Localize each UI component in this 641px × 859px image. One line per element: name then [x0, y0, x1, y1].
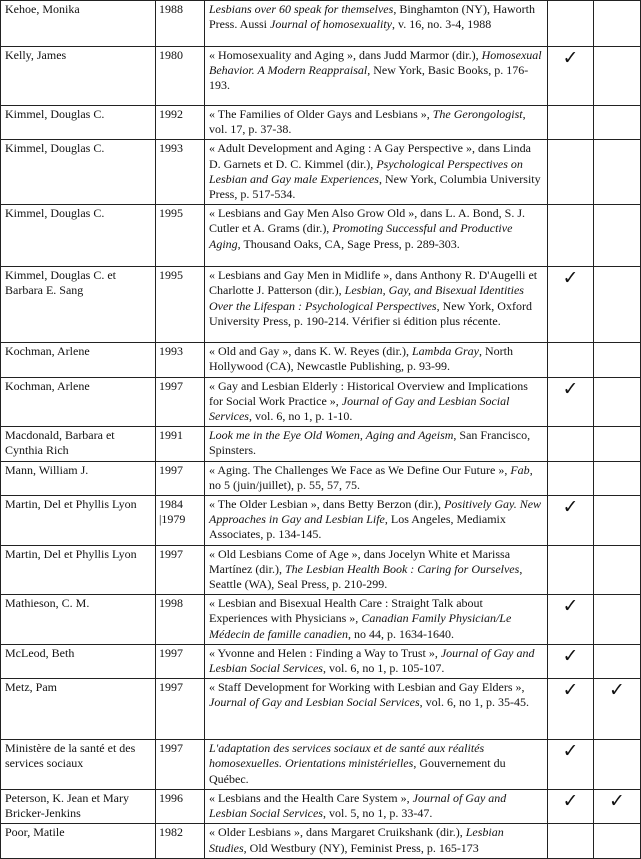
author-cell: Mathieson, C. M. — [1, 595, 156, 645]
reference-text: « Lesbians and Gay Men in Midlife », dans Anthony R. D'Augelli et Charlotte J. Patterson (dir.), — [209, 268, 538, 298]
reference-title: Fab — [510, 462, 530, 477]
check-cell-2 — [594, 461, 641, 495]
check-cell-1 — [548, 267, 594, 343]
check-cell-1 — [548, 205, 594, 267]
check-cell-2 — [594, 595, 641, 645]
year-value: |1979 — [159, 512, 186, 527]
check-cell-1 — [548, 545, 594, 595]
reference-text: , Gouvernement du Québec. — [209, 756, 506, 786]
check-cell-1 — [548, 824, 594, 858]
reference-title: Journal of Gay and Lesbian Social Services — [209, 695, 420, 710]
table-row — [1, 545, 641, 595]
reference-text: « Lesbians and the Health Care System », — [209, 790, 413, 805]
reference-cell — [205, 496, 548, 546]
checkmark-icon: ✓ — [609, 679, 625, 702]
year-value: 1988 — [159, 2, 183, 16]
checkmark-icon: ✓ — [609, 789, 625, 812]
reference-cell — [205, 267, 548, 343]
table-row — [1, 595, 641, 645]
year-cell — [156, 140, 205, 205]
reference-text: « Homosexuality and Aging », dans Judd Marmor (dir.), — [209, 48, 482, 62]
check-cell-1 — [548, 1, 594, 47]
year-value: 1993 — [159, 344, 183, 359]
author-cell: Martin, Del et Phyllis Lyon — [1, 496, 156, 546]
check-cell-2 — [594, 740, 641, 790]
year-value: 1997 — [159, 741, 183, 756]
year-cell — [156, 496, 205, 546]
reference-cell — [205, 47, 548, 106]
year-value: 1997 — [159, 546, 183, 561]
check-cell-2 — [594, 377, 641, 427]
table-row — [1, 106, 641, 140]
reference-cell — [205, 545, 548, 595]
reference-title: Journal of Gay and Lesbian Social Services — [209, 790, 507, 821]
author-cell: Kochman, Arlene — [1, 343, 156, 377]
check-cell-1 — [548, 789, 594, 823]
reference-text: « Lesbian and Bisexual Health Care : Straight Talk about Experiences with Physicians », — [209, 596, 483, 626]
reference-text: , vol. 5, no 1, p. 33-47. — [322, 806, 433, 821]
year-value: 1995 — [159, 268, 183, 283]
year-cell — [156, 205, 205, 267]
reference-title: Look me in the Eye Old Women, Aging and Ageism — [209, 428, 454, 443]
reference-text: « Yvonne and Helen : Finding a Way to Trust », — [209, 645, 441, 660]
table-row — [1, 789, 641, 823]
reference-text: , Seattle (WA), Seal Press, p. 210-299. — [209, 561, 523, 592]
author-cell: McLeod, Beth — [1, 644, 156, 678]
check-cell-1 — [548, 140, 594, 205]
reference-cell — [205, 106, 548, 140]
reference-text: « The Families of Older Gays and Lesbians », — [209, 107, 433, 121]
author-cell: Mann, William J. — [1, 461, 156, 495]
reference-text: « Older Lesbians », dans Margaret Cruikshank (dir.), — [209, 825, 466, 840]
reference-title: L'adaptation des services sociaux et de santé aux réalités homosexuelles. Orientations ministérielles — [209, 741, 485, 771]
table-row — [1, 1, 641, 47]
check-cell-1 — [548, 496, 594, 546]
year-cell — [156, 789, 205, 823]
checkmark-icon: ✓ — [562, 644, 579, 667]
author-cell: Kochman, Arlene — [1, 377, 156, 427]
check-cell-2 — [594, 343, 641, 377]
year-cell — [156, 461, 205, 495]
reference-title: Promoting Successful and Productive Aging — [209, 221, 513, 251]
table-row — [1, 205, 641, 267]
reference-title: Lesbian Studies — [209, 825, 504, 855]
year-value: 1997 — [159, 462, 183, 477]
author-cell: Kehoe, Monika — [1, 1, 156, 47]
bibliography-body — [1, 1, 641, 859]
table-row — [1, 644, 641, 678]
check-cell-1 — [548, 106, 594, 140]
check-cell-1 — [548, 644, 594, 678]
check-cell-2 — [594, 1, 641, 47]
reference-text: « Adult Development and Aging : A Gay Perspective », dans Linda D. Garnets et D. C. Kimmel (dir.), — [209, 141, 531, 171]
reference-text: , New York, Oxford University Press, p. 190-214. Vérifier si édition plus récente. — [209, 298, 532, 328]
check-cell-2 — [594, 106, 641, 140]
reference-text: , vol. 6, no 1, p. 105-107. — [322, 661, 445, 676]
check-cell-2 — [594, 140, 641, 205]
author-cell: Kimmel, Douglas C. — [1, 140, 156, 205]
year-cell — [156, 267, 205, 343]
reference-text: , vol. 6, no 1, p. 1-10. — [248, 409, 353, 424]
year-cell — [156, 1, 205, 47]
reference-cell — [205, 679, 548, 740]
reference-title: Homosexual Behavior. A Modern Reappraisal — [209, 48, 542, 78]
reference-title: Lesbians over 60 speak for themselves — [209, 2, 394, 16]
author-cell: Peterson, K. Jean et Mary Bricker-Jenkins — [1, 789, 156, 823]
reference-cell — [205, 740, 548, 790]
check-cell-2 — [594, 789, 641, 823]
year-cell — [156, 679, 205, 740]
reference-text: , New York, Basic Books, p. 176-193. — [209, 63, 529, 93]
reference-text: , vol. 17, p. 37-38. — [209, 107, 526, 137]
reference-title: Journal of Gay and Lesbian Social Services — [209, 393, 510, 424]
check-cell-2 — [594, 496, 641, 546]
checkmark-icon: ✓ — [562, 789, 579, 812]
year-value: 1982 — [159, 825, 183, 840]
check-cell-2 — [594, 267, 641, 343]
year-value: 1993 — [159, 141, 183, 156]
reference-cell — [205, 377, 548, 427]
reference-cell — [205, 343, 548, 377]
year-cell — [156, 545, 205, 595]
reference-text: « The Older Lesbian », dans Betty Berzon (dir.), — [209, 497, 445, 512]
table-row — [1, 47, 641, 106]
checkmark-icon: ✓ — [562, 377, 579, 400]
table-row — [1, 824, 641, 858]
reference-title: Journal of homosexuality — [270, 17, 392, 32]
reference-text: « Old and Gay », dans K. W. Reyes (dir.), — [209, 344, 412, 359]
reference-cell — [205, 140, 548, 205]
reference-title: Journal of Gay and Lesbian Social Services — [209, 645, 535, 676]
reference-title: Positively Gay. New Approaches in Gay and Lesbian Life — [209, 497, 542, 527]
reference-cell — [205, 824, 548, 858]
year-value: 1995 — [159, 206, 183, 221]
year-value: 1997 — [159, 680, 183, 695]
year-value: 1997 — [159, 378, 183, 393]
check-cell-2 — [594, 427, 641, 461]
author-cell: Kimmel, Douglas C. — [1, 106, 156, 140]
check-cell-1 — [548, 679, 594, 740]
reference-cell — [205, 427, 548, 461]
reference-text: « Old Lesbians Come of Age », dans Jocelyn White et Marissa Martínez (dir.), — [209, 546, 511, 576]
year-value: 1980 — [159, 48, 183, 62]
check-cell-2 — [594, 824, 641, 858]
check-cell-2 — [594, 47, 641, 106]
reference-cell — [205, 644, 548, 678]
checkmark-icon: ✓ — [562, 496, 579, 519]
check-cell-2 — [594, 679, 641, 740]
reference-title: The Lesbian Health Book : Caring for Ourselves — [284, 561, 520, 576]
check-cell-1 — [548, 427, 594, 461]
year-value: 1996 — [159, 790, 183, 805]
year-cell — [156, 595, 205, 645]
author-cell: Kimmel, Douglas C. — [1, 205, 156, 267]
table-row — [1, 377, 641, 427]
reference-text: , vol. 6, no 1, p. 35-45. — [419, 695, 529, 710]
author-cell: Kimmel, Douglas C. et Barbara E. Sang — [1, 267, 156, 343]
check-cell-1 — [548, 740, 594, 790]
reference-text: , no 5 (juin/juillet), p. 55, 57, 75. — [209, 462, 533, 492]
author-cell: Poor, Matile — [1, 824, 156, 858]
reference-text: , Binghamton (NY), Haworth Press. Aussi — [209, 2, 535, 32]
year-cell — [156, 106, 205, 140]
year-value: 1984 — [159, 497, 183, 512]
author-cell: Martin, Del et Phyllis Lyon — [1, 545, 156, 595]
reference-text: , Los Angeles, Mediamix Associates, p. 134-145. — [209, 512, 506, 542]
reference-cell — [205, 205, 548, 267]
reference-cell — [205, 789, 548, 823]
reference-title: Psychological Perspectives on Lesbian and Gay male Experiences — [209, 156, 523, 186]
year-value: 1997 — [159, 645, 183, 660]
reference-title: Lesbian, Gay, and Bisexual Identities Over the Lifespan : Psychological Perspectives — [209, 283, 524, 313]
table-row — [1, 496, 641, 546]
checkmark-icon: ✓ — [562, 679, 579, 702]
year-value: 1998 — [159, 596, 183, 611]
check-cell-1 — [548, 47, 594, 106]
table-row — [1, 343, 641, 377]
year-cell — [156, 47, 205, 106]
check-cell-1 — [548, 343, 594, 377]
reference-cell — [205, 461, 548, 495]
check-cell-2 — [594, 545, 641, 595]
reference-text: , San Francisco, Spinsters. — [209, 428, 531, 458]
reference-text: , Old Westbury (NY), Feminist Press, p. 165-173 — [243, 840, 479, 855]
author-cell: Metz, Pam — [1, 679, 156, 740]
reference-cell — [205, 595, 548, 645]
table-row — [1, 427, 641, 461]
author-cell: Ministère de la santé et des services sociaux — [1, 740, 156, 790]
table-row — [1, 140, 641, 205]
checkmark-icon: ✓ — [562, 267, 579, 290]
reference-text: , North Hollywood (CA), Newcastle Publishing, p. 93-99. — [209, 344, 513, 374]
checkmark-icon: ✓ — [562, 740, 579, 763]
reference-cell — [205, 1, 548, 47]
check-cell-2 — [594, 644, 641, 678]
year-cell — [156, 427, 205, 461]
check-cell-1 — [548, 461, 594, 495]
author-cell: Kelly, James — [1, 47, 156, 106]
year-cell — [156, 740, 205, 790]
year-value: 1991 — [159, 428, 183, 443]
table-row — [1, 679, 641, 740]
year-cell — [156, 377, 205, 427]
reference-text: « Staff Development for Working with Lesbian and Gay Elders », — [209, 680, 525, 695]
reference-text: , New York, Columbia University Press, p. 517-534. — [209, 171, 541, 202]
table-row — [1, 267, 641, 343]
author-cell: Macdonald, Barbara et Cynthia Rich — [1, 427, 156, 461]
year-cell — [156, 644, 205, 678]
reference-text: « Aging. The Challenges We Face as We Define Our Future », — [209, 462, 511, 477]
reference-title: The Gerongologist — [432, 107, 523, 121]
year-cell — [156, 343, 205, 377]
reference-text: , no 44, p. 1634-1640. — [347, 626, 454, 641]
reference-title: Lambda Gray — [411, 344, 479, 359]
checkmark-icon: ✓ — [562, 595, 579, 618]
reference-text: , Thousand Oaks, CA, Sage Press, p. 289-303. — [237, 236, 460, 251]
reference-text: « Lesbians and Gay Men Also Grow Old », dans L. A. Bond, S. J. Cutler et A. Grams (dir.), — [209, 206, 525, 236]
reference-text: « Gay and Lesbian Elderly : Historical Overview and Implications for Social Work Practice », — [209, 378, 528, 408]
check-cell-1 — [548, 377, 594, 427]
reference-title: Canadian Family Physician/Le Médecin de famille canadien — [209, 611, 512, 641]
checkmark-icon: ✓ — [562, 47, 579, 69]
table-row — [1, 740, 641, 790]
check-cell-2 — [594, 205, 641, 267]
table-row — [1, 461, 641, 495]
year-value: 1992 — [159, 107, 183, 121]
reference-text: , v. 16, no. 3-4, 1988 — [392, 17, 492, 32]
check-cell-1 — [548, 595, 594, 645]
year-cell — [156, 824, 205, 858]
